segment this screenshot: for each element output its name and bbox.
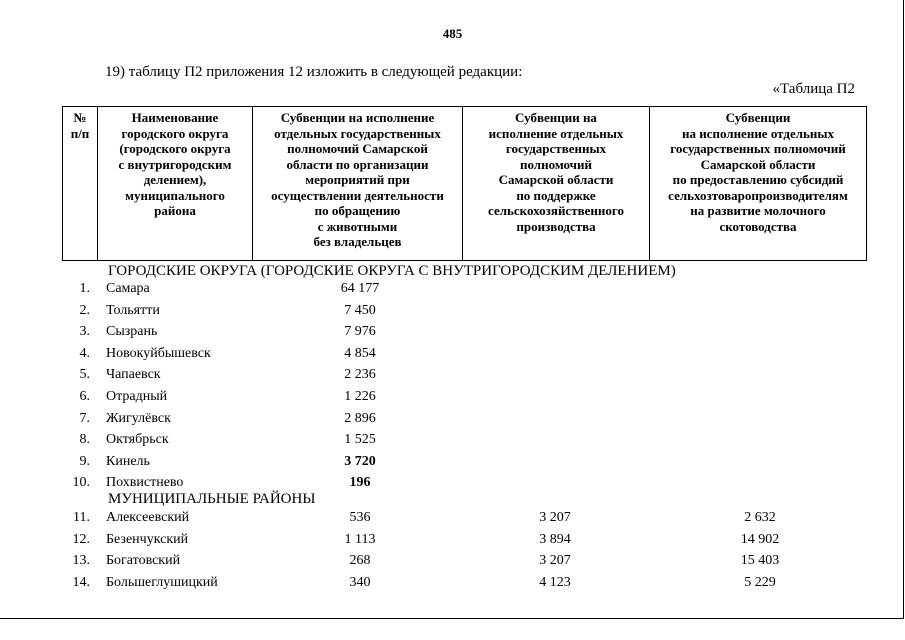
row-name: Чапаевск (106, 367, 161, 383)
row-number: 6. (79, 389, 90, 404)
table-row (0, 324, 905, 344)
row-value-animals: 1 113 (344, 531, 376, 547)
row-number: 3. (79, 324, 90, 340)
row-value-animals: 4 854 (344, 345, 376, 361)
header-line: (городского округа (119, 141, 231, 156)
row-name: Алексеевский (106, 510, 190, 525)
row-value-dairy: 2 632 (744, 510, 776, 525)
row-name: Кинель (106, 453, 150, 469)
header-line: отдельных государственных (274, 125, 441, 141)
table-row (0, 553, 905, 573)
page-number: 485 (442, 26, 463, 41)
table-row (0, 454, 905, 474)
header-line: производства (516, 218, 596, 234)
header-line: № (73, 110, 87, 125)
row-value-agriculture: 3 207 (539, 553, 571, 569)
header-line: на исполнение отдельных (681, 125, 835, 141)
table-row (0, 411, 905, 431)
header-line: по поддержке (516, 187, 596, 203)
header-line: государственных полномочий (670, 141, 846, 156)
header-line: полномочий Самарской (287, 141, 428, 156)
row-number: 14. (72, 574, 90, 590)
row-value-animals: 2 896 (344, 410, 376, 426)
header-col-number (63, 107, 98, 261)
row-name: Жигулёвск (106, 410, 171, 426)
header-line: с внутригородским (118, 156, 232, 172)
header-line: мероприятий при (305, 172, 410, 187)
row-number: 2. (79, 302, 90, 318)
table-row (0, 510, 905, 530)
header-line: п/п (70, 125, 90, 141)
header-line: муниципального (125, 187, 225, 203)
header-line: государственных (505, 141, 607, 156)
header-line: сельскохозяйственного (488, 203, 624, 218)
table-row (0, 432, 905, 452)
row-value-animals: 7 450 (344, 302, 376, 318)
header-col-animals (253, 107, 463, 261)
intro-text: 19) таблицу П2 приложения 12 изложить в следующей редакции: (105, 64, 523, 80)
header-line: по обращению (314, 203, 401, 218)
row-name: Самара (106, 281, 150, 296)
row-value-animals: 2 236 (344, 367, 376, 383)
row-value-animals: 3 720 (344, 453, 376, 469)
table-row (0, 532, 905, 552)
header-col-name (98, 107, 253, 261)
row-number: 7. (79, 410, 90, 426)
table-row (0, 367, 905, 387)
section-municipal-districts: МУНИЦИПАЛЬНЫЕ РАЙОНЫ (108, 491, 316, 507)
header-line: делением), (143, 172, 207, 187)
header-line: с животными (317, 218, 398, 234)
header-line: скотоводства (719, 218, 797, 234)
row-value-animals: 536 (349, 510, 371, 525)
row-name: Похвистнево (106, 475, 184, 491)
header-line: городского округа (121, 125, 229, 141)
header-line: Наименование (131, 110, 219, 125)
header-line: по предоставлению субсидий (672, 172, 844, 187)
row-number: 10. (72, 475, 90, 491)
row-value-dairy: 14 902 (740, 531, 780, 547)
row-value-dairy: 5 229 (744, 574, 776, 590)
row-name: Октябрьск (106, 432, 169, 448)
row-name: Богатовский (106, 553, 181, 569)
header-line: Субвенции на (515, 110, 597, 125)
header-line: района (154, 203, 196, 218)
row-name: Новокуйбышевск (106, 345, 211, 361)
header-line: области по организации (286, 156, 429, 172)
section-city-districts: ГОРОДСКИЕ ОКРУГА (ГОРОДСКИЕ ОКРУГА С ВНУТРИГОРОДСКИМ ДЕЛЕНИЕМ) (108, 263, 676, 279)
row-name: Тольятти (106, 302, 160, 318)
row-name: Безенчукский (106, 531, 189, 547)
header-col-dairy (650, 107, 867, 261)
row-name: Большеглушицкий (106, 574, 218, 590)
header-line: Субвенции на исполнение (280, 110, 435, 125)
row-value-animals: 196 (349, 475, 371, 491)
table-tag: «Таблица П2 (772, 81, 855, 97)
row-number: 1. (79, 281, 90, 296)
row-value-agriculture: 3 207 (539, 510, 571, 525)
header-line: исполнение отдельных (488, 125, 624, 141)
row-value-dairy: 15 403 (740, 553, 780, 569)
header-line: Самарской области (700, 156, 816, 172)
row-value-agriculture: 4 123 (539, 574, 571, 590)
row-name: Отрадный (106, 389, 168, 404)
row-value-animals: 64 177 (340, 281, 380, 296)
table-row (0, 346, 905, 366)
header-line: осуществлении деятельности (271, 187, 444, 203)
table-row (0, 389, 905, 409)
header-line: полномочий (519, 156, 592, 172)
table-row (0, 575, 905, 595)
header-col-agriculture (463, 107, 650, 261)
row-value-animals: 7 976 (344, 324, 376, 340)
row-value-animals: 1 226 (344, 389, 376, 404)
row-number: 4. (79, 345, 90, 361)
table-row (0, 281, 905, 301)
row-value-animals: 268 (349, 553, 371, 569)
row-name: Сызрань (106, 324, 158, 340)
row-number: 12. (72, 531, 90, 547)
row-number: 5. (79, 367, 90, 383)
row-number: 8. (79, 432, 90, 448)
header-line: Самарской области (498, 172, 614, 187)
table-row (0, 303, 905, 323)
row-number: 11. (73, 510, 90, 525)
table-header (62, 106, 867, 261)
row-number: 13. (72, 553, 90, 569)
row-value-agriculture: 3 894 (539, 531, 571, 547)
row-number: 9. (79, 453, 90, 469)
header-line: без владельцев (313, 234, 402, 249)
header-line: сельхозтоваропроизводителям (668, 187, 848, 203)
row-value-animals: 340 (349, 574, 371, 590)
header-line: Субвенции (725, 110, 791, 125)
header-line: на развитие молочного (690, 203, 826, 218)
row-value-animals: 1 525 (344, 432, 376, 448)
